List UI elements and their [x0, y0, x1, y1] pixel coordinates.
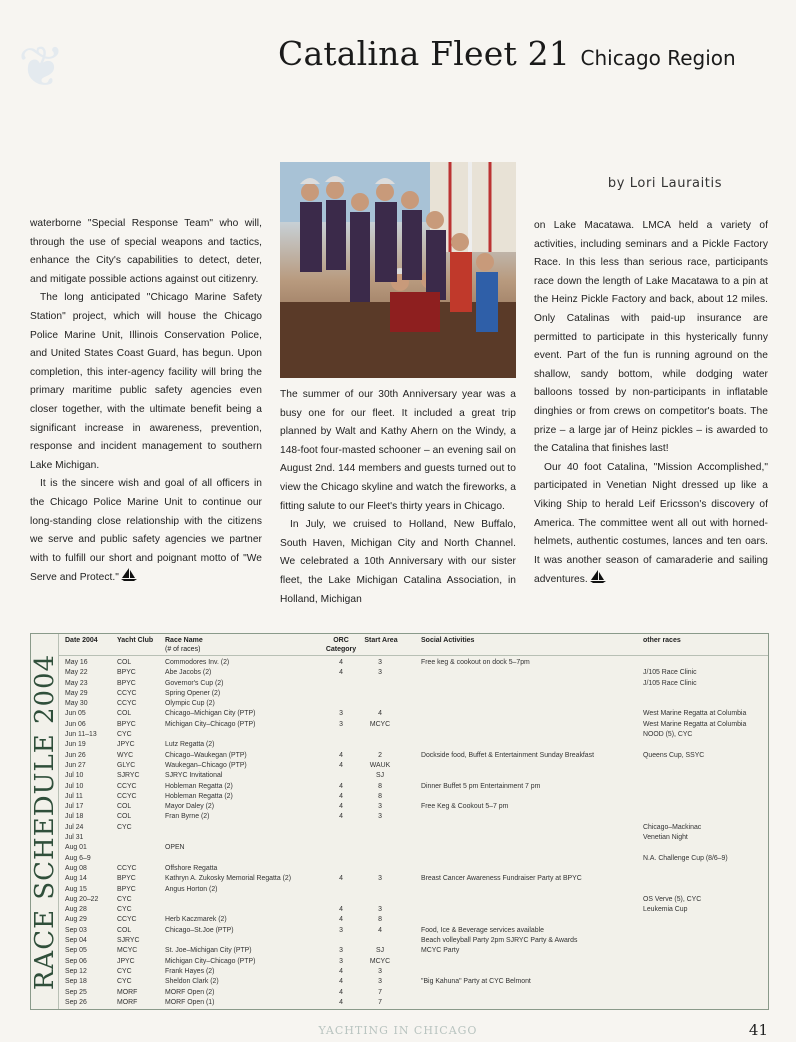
cell-club: CCYC	[117, 700, 137, 708]
table-row	[59, 977, 768, 987]
cell-date: Jun 26	[65, 751, 86, 759]
header-race-sub: (# of races)	[165, 646, 201, 653]
article-column-middle	[280, 386, 516, 609]
header-orc-sub: Category	[325, 646, 357, 653]
cell-other: OS Verve (5), CYC	[643, 895, 702, 903]
table-row	[59, 709, 768, 719]
cell-start: 7	[378, 988, 382, 996]
cell-date: Jul 10	[65, 772, 84, 780]
header-date: Date 2004	[65, 637, 98, 644]
cell-social: "Big Kahuna" Party at CYC Belmont	[421, 978, 531, 986]
cell-orc: 4	[339, 792, 343, 800]
cell-orc: 4	[339, 906, 343, 914]
cell-orc: 3	[339, 957, 343, 965]
table-row	[59, 946, 768, 956]
sailboat-icon	[590, 570, 606, 584]
cell-date: Jul 11	[65, 792, 83, 800]
cell-start: 3	[378, 659, 382, 666]
cell-date: Aug 01	[65, 844, 87, 852]
cell-club: CYC	[117, 967, 132, 975]
paragraph-text: Our 40 foot Catalina, "Mission Accomplished," participated in Venetian Night dressed up like a Viking Ship to herald Leif Ericsson's discovery of America. The committee went all out with horned-helmets, authentic costumes, lances and ten oars. It was another season of camaraderie and sailing adventures.	[534, 461, 768, 586]
cell-start: 8	[378, 782, 382, 790]
table-row	[59, 792, 768, 802]
schedule-side-banner	[31, 634, 59, 1009]
cell-social: Free keg & cookout on dock 5–7pm	[421, 659, 530, 666]
cell-date: May 23	[65, 679, 88, 687]
schedule-side-title: RACE SCHEDULE 2004	[29, 653, 60, 990]
cell-club: MORF	[117, 998, 138, 1006]
cell-race: Angus Horton (2)	[165, 885, 218, 893]
cell-orc: 4	[339, 803, 343, 811]
paragraph: on Lake Macatawa. LMCA held a variety of activities, including seminars and a Pickle Factory Race. In this less than serious race, participants race down the length of Lake Macatawa to a pin at the Heinz Pickle Factory and back, about 12 miles. Only Catalinas with paid-up insurance are permitted to participate in this hysterically funny event. Part of the fun is running aground on the shallow, sandy bottom, while dodging water balloons tossed by non-participants in inflatable dinghies or from crews on competitor's boats. The prize – a large jar of Heinz pickles – is awarded to the Catalina that finishes last!	[534, 220, 768, 455]
cell-start: 3	[378, 669, 382, 677]
cell-start: 8	[378, 792, 382, 800]
header-club: Yacht Club	[117, 637, 154, 644]
schedule-rows	[59, 658, 768, 1007]
table-row	[59, 864, 768, 874]
cell-club: CCYC	[117, 792, 137, 800]
cell-club: CCYC	[117, 782, 137, 790]
cell-club: CYC	[117, 731, 132, 739]
cell-race: SJRYC Invitational	[165, 772, 223, 780]
cell-club: BPYC	[117, 720, 136, 728]
paragraph: In July, we cruised to Holland, New Buffalo, South Haven, Michigan City and North Channel. We celebrated a 10th Anniversary with our sister fleet, the Lake Michigan Catalina Association, in Holland, Michigan	[280, 519, 516, 605]
cell-club: JPYC	[117, 741, 135, 749]
cell-date: Jun 19	[65, 741, 86, 749]
cell-race: Offshore Regatta	[165, 864, 218, 872]
cell-date: May 29	[65, 689, 88, 697]
cell-race: Herb Kaczmarek (2)	[165, 916, 227, 924]
cell-race: Chicago–Michigan City (PTP)	[165, 710, 256, 718]
cell-other: West Marine Regatta at Columbia	[643, 710, 747, 718]
cell-start: 7	[378, 998, 382, 1006]
cell-date: Aug 6–9	[65, 854, 91, 862]
cell-start: SJ	[375, 947, 385, 955]
cell-date: Jun 06	[65, 720, 86, 728]
cell-club: CYC	[117, 906, 132, 914]
table-row	[59, 936, 768, 946]
cell-other: J/105 Race Clinic	[643, 669, 697, 677]
cell-club: CCYC	[117, 689, 137, 697]
cell-date: Aug 28	[65, 906, 87, 914]
paragraph	[30, 475, 262, 588]
cell-club: SJRYC	[117, 937, 140, 945]
decorative-watermark-icon: ❦	[18, 35, 65, 100]
cell-start: 3	[378, 803, 382, 811]
cell-club: SJRYC	[117, 772, 140, 780]
crew-photo-icon	[280, 162, 516, 378]
table-row	[59, 740, 768, 750]
table-row	[59, 761, 768, 771]
cell-orc: 4	[339, 978, 343, 986]
cell-club: GLYC	[117, 761, 136, 769]
cell-date: May 22	[65, 669, 88, 677]
cell-start: 3	[378, 906, 382, 914]
cell-race: Michigan City–Chicago (PTP)	[165, 957, 256, 965]
cell-date: Jul 31	[65, 834, 84, 842]
publication-name: YACHTING IN CHICAGO	[318, 1024, 478, 1037]
cell-race: Chicago–Waukegan (PTP)	[165, 751, 247, 759]
cell-other: Chicago–Mackinac	[643, 823, 702, 831]
table-row	[59, 782, 768, 792]
header-social: Social Activities	[421, 637, 475, 644]
cell-date: Sep 18	[65, 978, 87, 986]
cell-race: Abe Jacobs (2)	[165, 669, 212, 677]
cell-date: Jul 10	[65, 782, 84, 790]
article-column-right	[534, 217, 768, 590]
cell-orc: 4	[339, 916, 343, 924]
cell-race: Olympic Cup (2)	[165, 700, 215, 708]
cell-date: Sep 12	[65, 967, 87, 975]
table-row	[59, 998, 768, 1008]
title-main: Catalina Fleet 21	[278, 34, 571, 73]
cell-club: COL	[117, 710, 132, 718]
table-row	[59, 957, 768, 967]
table-row	[59, 905, 768, 915]
cell-social: Food, Ice & Beverage services available	[421, 926, 544, 934]
cell-orc: 3	[339, 710, 343, 718]
cell-club: COL	[117, 813, 132, 821]
cell-date: May 30	[65, 700, 88, 708]
cell-date: Jul 17	[65, 803, 84, 811]
table-row	[59, 771, 768, 781]
table-row	[59, 895, 768, 905]
cell-start: WAUK	[369, 761, 391, 769]
cell-race: MORF Open (1)	[165, 998, 215, 1006]
cell-race: Sheldon Clark (2)	[165, 978, 219, 986]
cell-other: Leukemia Cup	[643, 906, 688, 914]
cell-club: CYC	[117, 978, 132, 986]
table-row	[59, 926, 768, 936]
title-subtitle: Chicago Region	[580, 46, 736, 70]
cell-club: BPYC	[117, 669, 136, 677]
table-row	[59, 967, 768, 977]
table-row	[59, 668, 768, 678]
table-row	[59, 854, 768, 864]
race-schedule-table	[30, 633, 769, 1010]
cell-date: Jul 24	[65, 823, 84, 831]
header-start: Start Area	[364, 637, 398, 644]
cell-orc: 4	[339, 988, 343, 996]
cell-race: Michigan City–Chicago (PTP)	[165, 720, 256, 728]
cell-social: Beach volleyball Party 2pm SJRYC Party & Awards	[421, 937, 578, 945]
cell-start: 3	[378, 875, 382, 883]
cell-start: 4	[378, 710, 382, 718]
cell-club: COL	[117, 659, 132, 666]
cell-orc: 3	[339, 926, 343, 934]
header-race: Race Name	[165, 637, 203, 644]
cell-orc: 4	[339, 813, 343, 821]
cell-race: Lutz Regatta (2)	[165, 741, 215, 749]
cell-race: Commodores Inv. (2)	[165, 659, 230, 666]
cell-date: Jun 27	[65, 761, 86, 769]
table-row	[59, 802, 768, 812]
table-row	[59, 720, 768, 730]
table-row	[59, 843, 768, 853]
cell-date: Sep 04	[65, 937, 87, 945]
cell-race: MORF Open (2)	[165, 988, 215, 996]
cell-date: Aug 29	[65, 916, 87, 924]
cell-start: 3	[378, 813, 382, 821]
cell-race: OPEN	[165, 844, 185, 852]
cell-other: N.A. Challenge Cup (8/6–9)	[643, 854, 728, 862]
cell-orc: 4	[339, 782, 343, 790]
cell-orc: 4	[339, 751, 343, 759]
cell-race: Hobleman Regatta (2)	[165, 782, 233, 790]
cell-social: Breast Cancer Awareness Fundraiser Party at BPYC	[421, 875, 582, 883]
cell-orc: 4	[339, 998, 343, 1006]
cell-other: NOOD (5), CYC	[643, 731, 693, 739]
cell-date: Sep 05	[65, 947, 87, 955]
cell-club: BPYC	[117, 679, 136, 687]
cell-race: Governor's Cup (2)	[165, 679, 224, 687]
paragraph-text: It is the sincere wish and goal of all officers in the Chicago Police Marine Unit to continue our long-standing close relationship with the citizens we serve and public safety agencies we partner with to fulfill our short and poignant motto of "We Serve and Protect."	[30, 478, 262, 584]
cell-club: BPYC	[117, 875, 136, 883]
cell-club: COL	[117, 803, 132, 811]
cell-social: Dockside food, Buffet & Entertainment Sunday Breakfast	[421, 751, 595, 759]
paragraph: The long anticipated "Chicago Marine Safety Station" project, which will house the Chicago Police Marine Unit, Illinois Conservation Police, and United States Coast Guard, has begun. Upon completion, this inter-agency facility will bring the primary maritime public safety agencies even closer together, with the ultimate benefit being a significant increase in awareness, prevention, response and incident management to southern Lake Michigan.	[30, 292, 262, 471]
header-orc: ORC	[333, 637, 349, 644]
cell-orc: 4	[339, 761, 343, 769]
cell-orc: 3	[339, 947, 343, 955]
cell-club: CCYC	[117, 864, 137, 872]
cell-race: Spring Opener (2)	[165, 689, 221, 697]
table-row	[59, 689, 768, 699]
table-row	[59, 658, 768, 668]
cell-club: BPYC	[117, 885, 136, 893]
paragraph: The summer of our 30th Anniversary year was a busy one for our fleet. It included a great trip planned by Walt and Kathy Ahern on the Windy, a 148-foot four-masted schooner – an evening sail on August 2nd. 144 members and guests turned out to view the Chicago skyline and watch the fireworks, a fitting salute to our Fleet's thirty years in Chicago.	[280, 389, 516, 512]
cell-race: St. Joe–Michigan City (PTP)	[165, 947, 252, 955]
cell-race: Frank Hayes (2)	[165, 967, 215, 975]
cell-race: Kathryn A. Zukosky Memorial Regatta (2)	[165, 875, 291, 883]
cell-club: CCYC	[117, 916, 137, 924]
cell-start: 2	[378, 751, 382, 759]
cell-date: Aug 15	[65, 885, 87, 893]
cell-race: Waukegan–Chicago (PTP)	[165, 761, 247, 769]
cell-club: JPYC	[117, 957, 135, 965]
cell-date: Jun 05	[65, 710, 86, 718]
cell-race: Chicago–St.Joe (PTP)	[165, 926, 234, 934]
cell-date: Sep 26	[65, 998, 87, 1006]
cell-social: Dinner Buffet 5 pm Entertainment 7 pm	[421, 782, 541, 790]
cell-club: CYC	[117, 895, 132, 903]
table-row	[59, 988, 768, 998]
cell-orc: 4	[339, 669, 343, 677]
table-row	[59, 915, 768, 925]
table-row	[59, 812, 768, 822]
cell-club: CYC	[117, 823, 132, 831]
cell-other: J/105 Race Clinic	[643, 679, 697, 687]
cell-start: MCYC	[369, 720, 391, 728]
cell-other: Venetian Night	[643, 834, 688, 842]
cell-date: Jun 11–13	[65, 731, 97, 739]
cell-start: 4	[378, 926, 382, 934]
cell-other: Queens Cup, SSYC	[643, 751, 705, 759]
table-row	[59, 885, 768, 895]
cell-start: MCYC	[369, 957, 391, 965]
cell-race: Fran Byrne (2)	[165, 813, 210, 821]
table-row	[59, 751, 768, 761]
table-row	[59, 823, 768, 833]
table-row	[59, 679, 768, 689]
cell-race: Hobleman Regatta (2)	[165, 792, 233, 800]
cell-other: West Marine Regatta at Columbia	[643, 720, 747, 728]
cell-club: COL	[117, 926, 132, 934]
table-row	[59, 833, 768, 843]
paragraph	[534, 459, 768, 590]
cell-date: May 16	[65, 659, 88, 666]
cell-orc: 4	[339, 659, 343, 666]
article-column-left	[30, 215, 262, 588]
cell-club: WYC	[117, 751, 134, 759]
cell-orc: 4	[339, 967, 343, 975]
byline: by Lori Lauraitis	[607, 176, 723, 191]
table-row	[59, 730, 768, 740]
cell-date: Sep 06	[65, 957, 87, 965]
cell-start: 3	[378, 978, 382, 986]
paragraph: waterborne "Special Response Team" who will, through the use of special weapons and tactics, enhance the City's capabilities to detect, deter, and mitigate possible actions against out citizenry.	[30, 218, 262, 285]
cell-date: Aug 08	[65, 864, 87, 872]
table-row	[59, 699, 768, 709]
crew-photo	[280, 162, 516, 378]
cell-social: MCYC Party	[421, 947, 460, 955]
cell-date: Sep 03	[65, 926, 87, 934]
cell-orc: 4	[339, 875, 343, 883]
cell-start: 8	[378, 916, 382, 924]
cell-start: 3	[378, 967, 382, 975]
article-title	[278, 34, 778, 73]
page-number: 41	[748, 1021, 768, 1039]
cell-date: Sep 25	[65, 988, 87, 996]
cell-club: MCYC	[117, 947, 138, 955]
table-row	[59, 874, 768, 884]
cell-club: MORF	[117, 988, 138, 996]
cell-orc: 3	[339, 720, 343, 728]
schedule-header-row	[59, 634, 768, 656]
sailboat-icon	[121, 568, 137, 582]
cell-social: Free Keg & Cookout 5–7 pm	[421, 803, 509, 811]
cell-date: Aug 20–22	[65, 895, 99, 903]
header-other: other races	[643, 637, 681, 644]
cell-date: Jul 18	[65, 813, 84, 821]
cell-date: Aug 14	[65, 875, 87, 883]
cell-race: Mayor Daley (2)	[165, 803, 215, 811]
cell-start: SJ	[375, 772, 385, 780]
